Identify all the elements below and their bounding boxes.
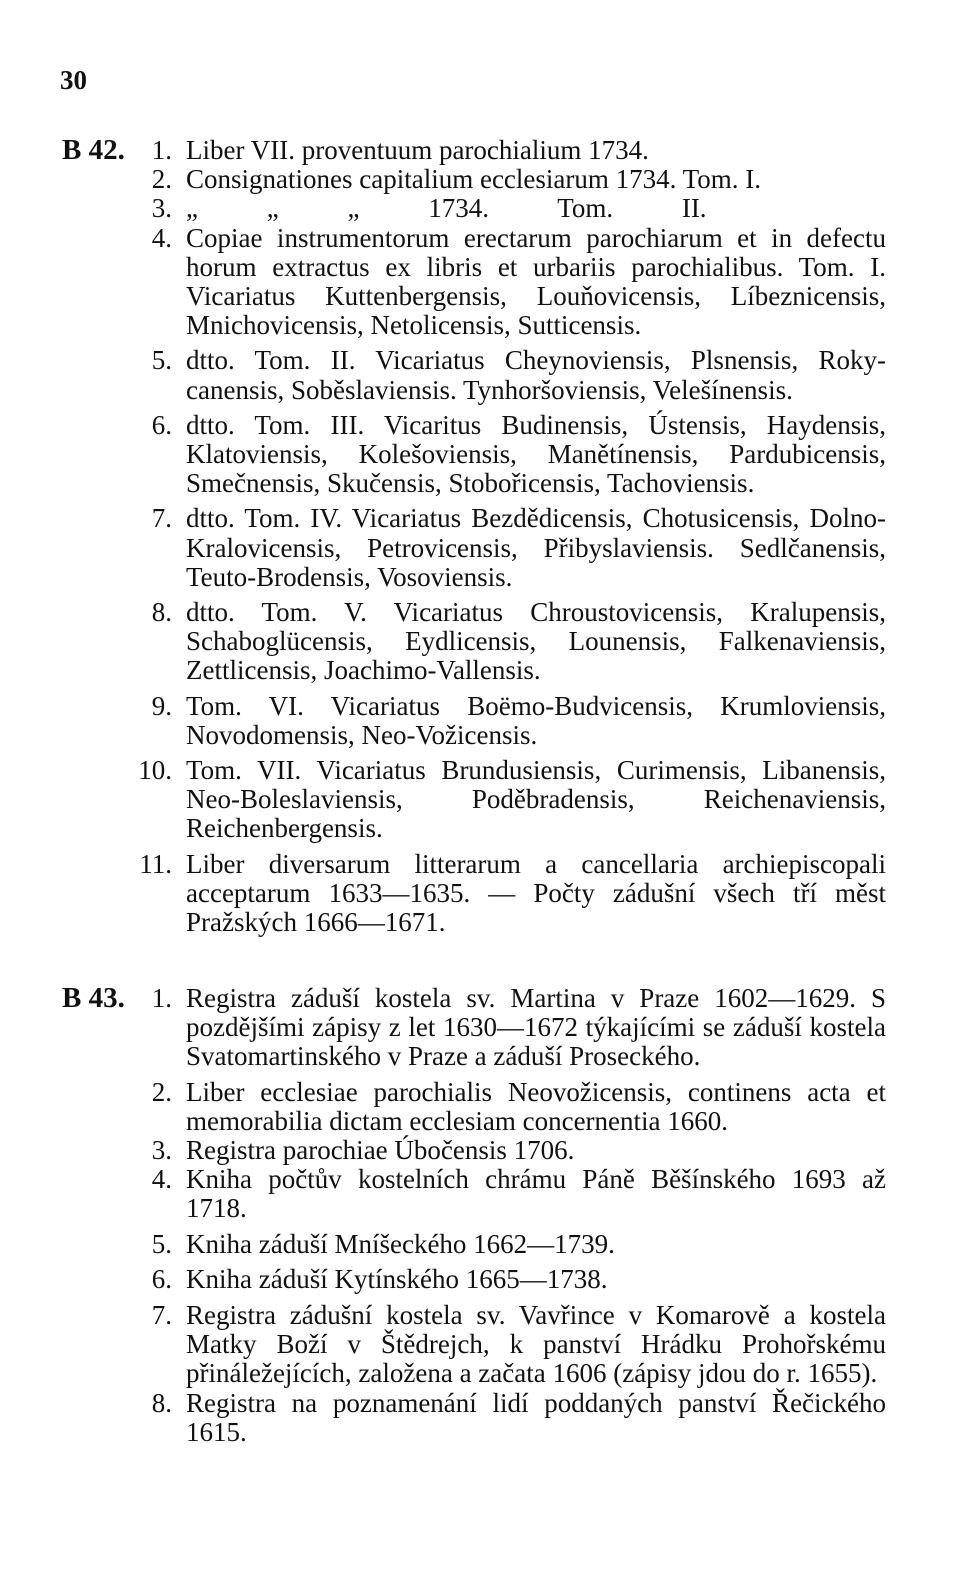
entry-number: 4. bbox=[151, 1164, 172, 1195]
entry-text: dtto. Tom. V. Vicariatus Chroustovicensis, Kralupensis, Schaboglücensis, Eydlicensis, Lounensis, Falkenaviensis, Zettlicensis, Joachimo-Vallensis. bbox=[186, 597, 886, 686]
list-item bbox=[0, 165, 960, 194]
entry-number: 8. bbox=[151, 1387, 172, 1418]
entry-number: 6. bbox=[151, 409, 172, 440]
entry-text: dtto. Tom. II. Vicariatus Cheynoviensis, Plsnensis, Rokycanensis, Soběslaviensis. Tynhoršoviensis, Velešínensis. bbox=[186, 345, 886, 405]
entry-number: 10. bbox=[138, 755, 172, 786]
list-item bbox=[0, 1165, 960, 1223]
entry-text: Liber VII. proventuum parochialium 1734. bbox=[186, 135, 649, 165]
list-item bbox=[0, 194, 960, 223]
entry-text: Consignationes capitalium ecclesiarum 1734. Tom. I. bbox=[186, 164, 761, 195]
list-item bbox=[0, 346, 960, 404]
entry-number: 8. bbox=[151, 597, 172, 628]
entry-text: Kniha záduší Kytínského 1665—1738. bbox=[186, 1263, 608, 1294]
entry-number: 4. bbox=[151, 222, 172, 253]
list-item bbox=[0, 1389, 960, 1447]
entry-number: 5. bbox=[151, 345, 172, 376]
entry-text: Tom. VI. Vicariatus Boëmo-Budvicensis, Krumloviensis, Novodomensis, Neo-Vožicensis. bbox=[186, 690, 886, 750]
entry-text: Tom. VII. Vicariatus Brundusiensis, Curimensis, Libanensis, Neo-Boleslaviensis, Poděbradensis, Reichenaviensis, Reichenbergensis. bbox=[186, 755, 886, 844]
entry-number: 3. bbox=[151, 1135, 172, 1166]
entry-number: 9. bbox=[151, 690, 172, 721]
entry-text: dtto. Tom. III. Vicaritus Budinensis, Ústensis, Haydensis, Klatoviensis, Kolešoviensis, Manětínensis, Pardubicensis, Smečnensis, Skučensis, Stobořicensis, Tachoviensis. bbox=[186, 409, 886, 499]
list-item bbox=[0, 598, 960, 686]
entry-number: 6. bbox=[151, 1263, 172, 1294]
section-code: B 43. bbox=[62, 982, 125, 1014]
entry-number: 2. bbox=[151, 164, 172, 195]
entry-text: Copiae instrumentorum erectarum parochiarum et in defectu horum extractus ex libris et urbariis parochialibus. Tom. I. Vicariatus Kuttenbergensis, Louňovicensis, Líbeznicensis, Mnichovicensis, Netolicensis, Sutticensis. bbox=[186, 222, 886, 341]
entry-number: 5. bbox=[151, 1228, 172, 1259]
entry-text: dtto. Tom. IV. Vicariatus Bezdědicensis, Chotusicensis, Dolno-Kralovicensis, Petrovicensis, Přibyslaviensis. Sedlčanensis, Teuto-Brodensis, Vosoviensis. bbox=[186, 503, 886, 592]
list-item bbox=[0, 1136, 960, 1165]
entry-list bbox=[0, 136, 960, 937]
list-item bbox=[0, 850, 960, 938]
list-item bbox=[0, 756, 960, 844]
entry-text: Registra na poznamenání lidí poddaných panství Řečického 1615. bbox=[186, 1387, 886, 1447]
entry-text: Registra parochiae Úbočensis 1706. bbox=[186, 1135, 575, 1166]
entry-text: Registra záduší kostela sv. Martina v Praze 1602—1629. S pozdějšími zápisy z let 1630—1672 týkajícími se záduší kostela Svatomartinského v Praze a záduší Proseckého. bbox=[186, 983, 886, 1072]
section-code: B 42. bbox=[62, 134, 125, 166]
list-item bbox=[0, 1078, 960, 1136]
entry-number: 11. bbox=[139, 848, 172, 879]
entry-number: 1. bbox=[151, 135, 172, 165]
list-item bbox=[0, 504, 960, 592]
list-item bbox=[0, 1301, 960, 1389]
entry-text: Kniha záduší Mníšeckého 1662—1739. bbox=[186, 1228, 615, 1259]
entry-number: 2. bbox=[151, 1076, 172, 1107]
page-number: 30 bbox=[60, 65, 87, 95]
entry-number: 1. bbox=[151, 983, 172, 1013]
list-item bbox=[0, 136, 960, 165]
entry-text: Liber diversarum litterarum a cancellaria archiepiscopali acceptarum 1633—1635. — Počty zádušní všech tří měst Pražských 1666—1671. bbox=[186, 848, 886, 938]
entry-number: 7. bbox=[151, 503, 172, 534]
list-item bbox=[0, 692, 960, 750]
entry-list bbox=[0, 984, 960, 1447]
entry-text: Kniha počtův kostelních chrámu Páně Běšínského 1693 až 1718. bbox=[186, 1164, 886, 1224]
entry-text: Registra zádušní kostela sv. Vavřince v Komarově a kostela Matky Boží v Štědrejch, k panství Hrádku Prohořskému přináležejících, založena a začata 1606 (zápisy jdou do r. 1655). bbox=[186, 1300, 886, 1389]
entry-text: Liber ecclesiae parochialis Neovožicensis, continens acta et memorabilia dictam ecclesiam concernentia 1660. bbox=[186, 1076, 886, 1136]
entry-text: „ „ „ 1734. Tom. II. bbox=[186, 193, 707, 224]
list-item bbox=[0, 1230, 960, 1259]
list-item bbox=[0, 224, 960, 341]
entry-number: 3. bbox=[151, 193, 172, 224]
list-item bbox=[0, 984, 960, 1072]
entry-number: 7. bbox=[151, 1300, 172, 1331]
list-item bbox=[0, 1265, 960, 1294]
list-item bbox=[0, 411, 960, 499]
